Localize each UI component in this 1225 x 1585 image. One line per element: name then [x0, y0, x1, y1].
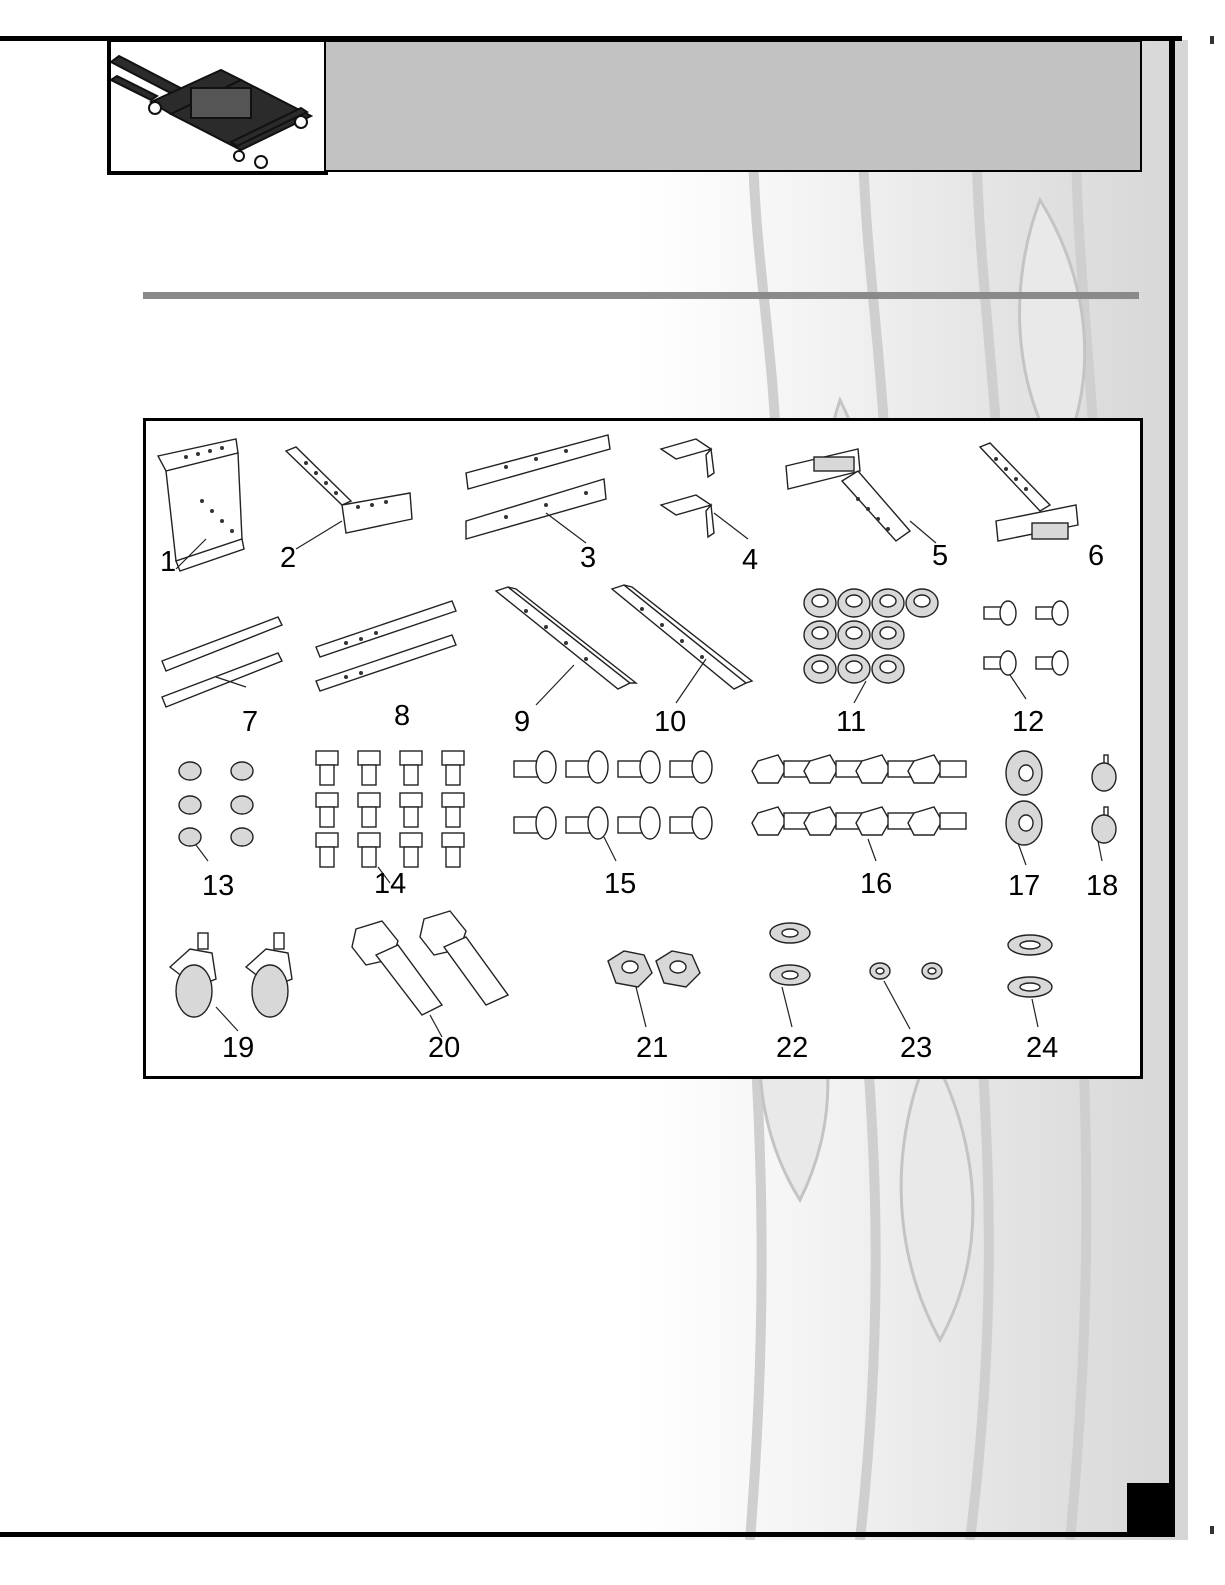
part-label-10: 10: [654, 706, 687, 738]
part-23-small-nuts: [870, 963, 942, 1029]
right-margin: [1188, 36, 1225, 1536]
part-label-24: 24: [1026, 1032, 1059, 1064]
part-22-washers: [770, 923, 810, 1027]
part-10-angle-bar: [612, 585, 752, 703]
part-8-bars: [316, 601, 456, 691]
page-frame-right: [1169, 36, 1175, 1536]
parts-diagram: [143, 418, 1143, 1079]
part-label-1: 1: [160, 546, 177, 578]
part-9-angle-bar: [496, 587, 636, 705]
part-label-20: 20: [428, 1032, 461, 1064]
part-11-flange-nuts: [804, 589, 938, 703]
part-label-17: 17: [1008, 870, 1041, 902]
part-19-locking-casters: [170, 933, 292, 1031]
part-label-18: 18: [1086, 870, 1119, 902]
part-18-small-casters: [1092, 755, 1116, 861]
part-label-7: 7: [242, 706, 259, 738]
part-label-12: 12: [1012, 706, 1045, 738]
part-label-11: 11: [836, 706, 867, 738]
part-label-19: 19: [222, 1032, 255, 1064]
part-2-l-bracket: [286, 447, 412, 549]
part-label-2: 2: [280, 542, 297, 574]
part-label-23: 23: [900, 1032, 933, 1064]
part-label-14: 14: [374, 868, 407, 900]
part-label-3: 3: [580, 542, 597, 574]
part-label-9: 9: [514, 706, 531, 738]
mobile-base-thumbnail: [107, 38, 328, 175]
part-12-bolts: [984, 601, 1068, 699]
registration-mark: [1210, 36, 1214, 44]
part-label-13: 13: [202, 870, 235, 902]
part-3-rails: [466, 435, 610, 543]
part-label-21: 21: [636, 1032, 669, 1064]
part-label-5: 5: [932, 540, 949, 572]
part-6-bracket-assembly: [980, 443, 1078, 541]
part-label-16: 16: [860, 868, 893, 900]
part-16-hex-bolts: [752, 755, 966, 861]
part-label-4: 4: [742, 544, 759, 576]
part-20-large-bolts: [352, 911, 508, 1037]
part-4-small-brackets: [661, 439, 748, 539]
part-21-large-nuts: [608, 951, 700, 1027]
part-5-bracket-assembly: [786, 449, 936, 543]
part-label-22: 22: [776, 1032, 809, 1064]
part-14-hex-bolts: [316, 751, 464, 883]
section-divider: [143, 292, 1139, 299]
page-frame-bottom: [0, 1532, 1175, 1537]
part-17-wheels: [1006, 751, 1042, 865]
part-label-15: 15: [604, 868, 637, 900]
part-15-carriage-bolts: [514, 751, 712, 861]
part-7-short-bars: [162, 617, 282, 707]
section-banner: [324, 40, 1142, 172]
registration-mark: [1210, 1526, 1214, 1534]
part-13-nuts: [179, 762, 253, 861]
part-label-8: 8: [394, 700, 411, 732]
part-24-large-washers: [1008, 935, 1052, 1027]
part-label-6: 6: [1088, 540, 1105, 572]
page-number-badge: [1127, 1483, 1175, 1536]
